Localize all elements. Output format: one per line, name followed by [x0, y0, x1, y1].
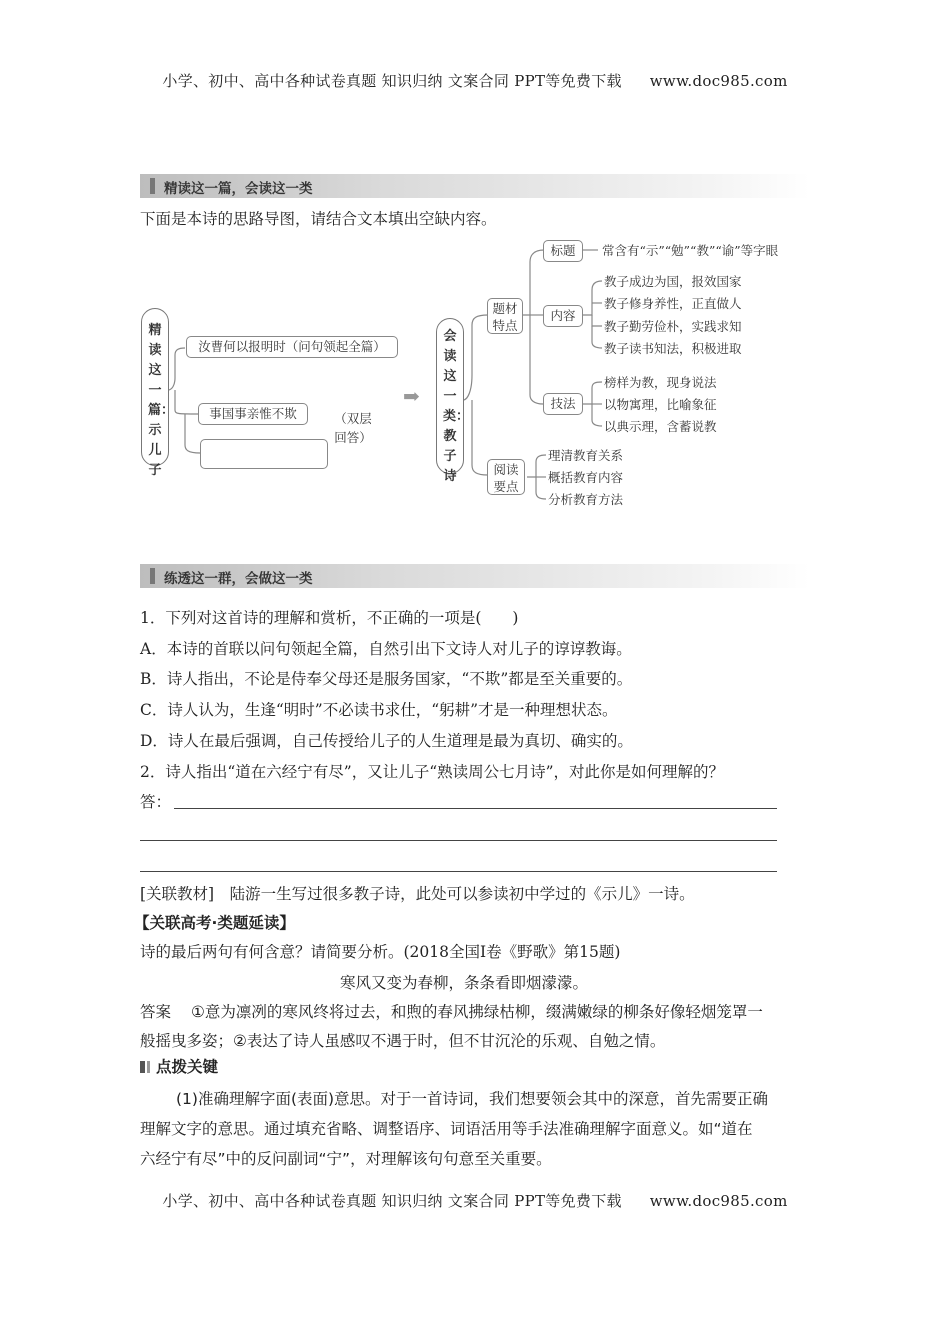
question-1: 1．下列对这首诗的理解和赏析，不正确的一项是( ): [140, 609, 519, 627]
neirong-item-1: 教子成边为国，报效国家: [604, 274, 742, 289]
neirong-item-4: 教子读书知法，积极进取: [604, 341, 742, 356]
biaoti-text: 常含有“示”“勉”“教”“谕”等字眼: [602, 243, 779, 258]
left-root-label: 精读这一篇：示儿子: [148, 323, 175, 478]
section-intro: 下面是本诗的思路导图，请结合文本填出空缺内容。: [140, 210, 497, 228]
keypoint-title: 点拨关键: [156, 1058, 219, 1076]
yuedu-item-3: 分析教育方法: [548, 492, 624, 507]
arrow-icon: ➡: [403, 384, 420, 408]
footer-text: 小学、初中、高中各种试卷真题 知识归纳 文案合同 PPT等免费下载: [162, 1192, 622, 1210]
left-question-node: 汝曹何以报明时（问句领起全篇）: [186, 336, 398, 358]
poem-line: 寒风又变为春柳，条条看即烟濛濛。: [340, 974, 589, 992]
left-root-node: [141, 308, 175, 478]
answer-line-a: [140, 1001, 763, 1023]
left-note: （双层回答）: [334, 411, 372, 445]
header-text: 小学、初中、高中各种试卷真题 知识归纳 文案合同 PPT等免费下载: [162, 72, 622, 90]
answer-text-1: ①意为凛冽的寒风终将过去，和煦的春风拂绿枯柳，缀满嫩绿的柳条好像轻烟笼罩一: [191, 1003, 763, 1021]
keypoint-marker-icon: [140, 1061, 150, 1073]
right-root-label: 会读这一类：教子诗: [443, 329, 470, 484]
jifa-item-3: 以典示理，含蓄说教: [604, 419, 717, 434]
answer-label: 答：: [140, 793, 172, 811]
node-jifa: 技法: [543, 393, 583, 415]
keypoint-line-3: 六经宁有尽”中的反问副词“宁”，对理解该句句意至关重要。: [140, 1150, 552, 1168]
gaokao-question: 诗的最后两句有何含意？请简要分析。(2018全国Ⅰ卷《野歌》第15题): [140, 943, 621, 961]
jifa-item-1: 榜样为教，现身说法: [604, 375, 717, 390]
answer-text-2: 般摇曳多姿；②表达了诗人虽感叹不遇于时，但不甘沉沦的乐观、自勉之情。: [140, 1032, 666, 1050]
jifa-item-2: 以物寓理，比喻象征: [604, 397, 717, 412]
answer-tag: 答案: [140, 1003, 172, 1021]
node-neirong: 内容: [543, 305, 583, 327]
header-site: www.doc985.com: [649, 72, 788, 90]
node-ticai: 题材特点: [487, 298, 523, 334]
node-yuedu: 阅读要点: [487, 459, 525, 495]
node-biaoti: 标题: [543, 240, 583, 262]
option-d: D．诗人在最后强调，自己传授给儿子的人生道理是最为真切、确实的。: [140, 732, 633, 750]
keypoint-line-1: (1)准确理解字面(表面)意思。对于一首诗词，我们想要领会其中的深意，首先需要正确: [176, 1090, 769, 1108]
related-text: 陆游一生写过很多教子诗，此处可以参读初中学过的《示儿》一诗。: [214, 885, 695, 903]
right-root-node: [436, 318, 470, 484]
question-2: 2．诗人指出“道在六经宁有尽”，又让儿子“熟读周公七月诗”，对此你是如何理解的？: [140, 763, 725, 781]
left-answer-node-1: 事国事亲惟不欺: [198, 403, 308, 425]
option-a: A．本诗的首联以问句领起全篇，自然引出下文诗人对儿子的谆谆教诲。: [140, 640, 632, 658]
option-c: C．诗人认为，生逢“明时”不必读书求仕，“躬耕”才是一种理想状态。: [140, 701, 618, 719]
keypoint-line-2: 理解文字的意思。通过填充省略、调整语序、词语活用等手法准确理解字面意义。如“道在: [140, 1120, 753, 1138]
footer-site: www.doc985.com: [649, 1192, 788, 1210]
yuedu-item-1: 理清教育关系: [548, 448, 624, 463]
yuedu-item-2: 概括教育内容: [548, 470, 624, 485]
related-textbook: [140, 883, 695, 905]
page-footer: [0, 1190, 950, 1211]
keypoint-heading: [140, 1056, 218, 1078]
answer-line-1[interactable]: [174, 790, 777, 809]
section-title-2: 练透这一群，会做这一类: [164, 571, 313, 587]
neirong-item-3: 教子勤劳俭朴，实践求知: [604, 319, 742, 334]
left-answer-blank[interactable]: [200, 439, 328, 469]
neirong-item-2: 教子修身养性，正直做人: [604, 296, 742, 311]
section-band-2: [140, 564, 810, 588]
gaokao-title: 【关联高考·类题延读】: [134, 914, 295, 932]
band-marker: [150, 568, 155, 584]
option-b: B．诗人指出，不论是侍奉父母还是服务国家，“不欺”都是至关重要的。: [140, 670, 633, 688]
section-title-1: 精读这一篇，会读这一类: [164, 181, 313, 197]
answer-line-2[interactable]: [140, 822, 777, 841]
answer-line-3[interactable]: [140, 853, 777, 872]
related-label: [关联教材]: [140, 885, 215, 903]
